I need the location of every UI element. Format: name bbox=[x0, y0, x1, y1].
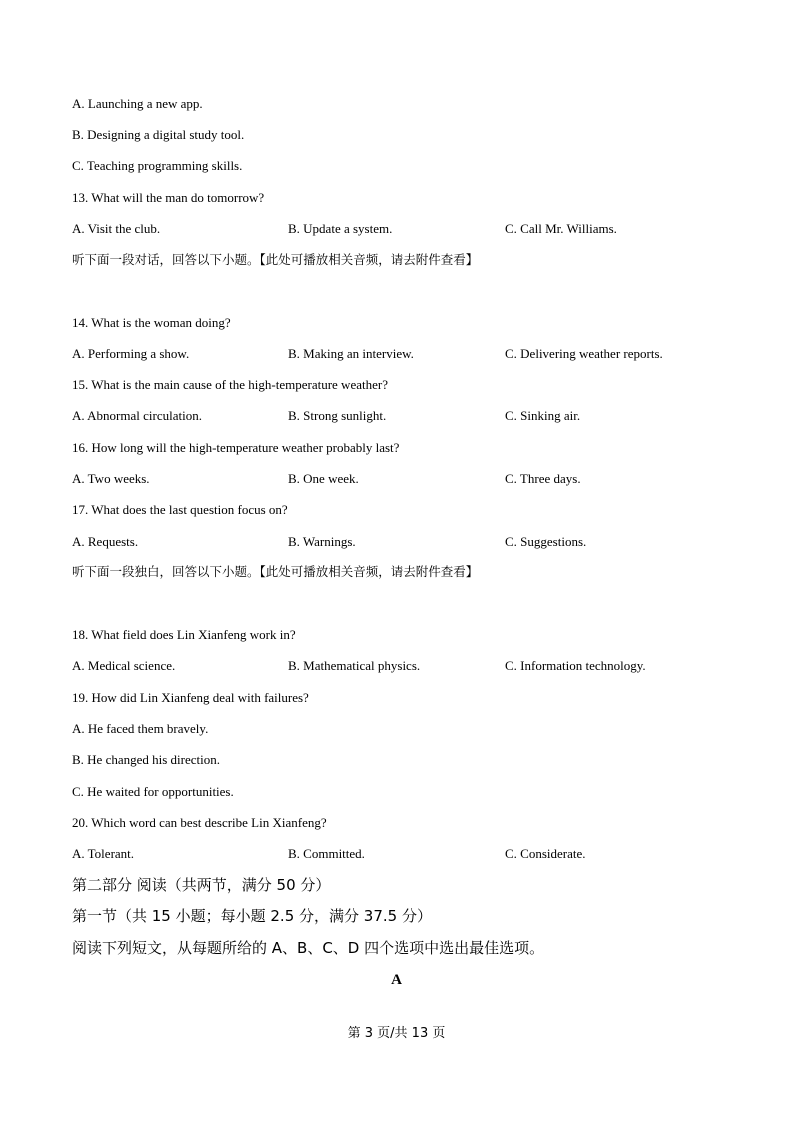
q14-option-a: A. Performing a show. bbox=[72, 346, 190, 361]
q18-option-b: B. Mathematical physics. bbox=[288, 658, 421, 673]
part-two-heading: 第二部分 阅读（共两节，满分 50 分） bbox=[72, 876, 331, 894]
q14-stem: 14. What is the woman doing? bbox=[72, 315, 231, 330]
q20-options bbox=[72, 846, 732, 862]
q17-options bbox=[72, 534, 732, 550]
q16-option-c: C. Three days. bbox=[505, 471, 581, 486]
q18-option-a: A. Medical science. bbox=[72, 658, 176, 673]
q20-option-b: B. Committed. bbox=[288, 846, 365, 861]
q20-option-a: A. Tolerant. bbox=[72, 846, 135, 861]
q18-stem: 18. What field does Lin Xianfeng work in? bbox=[72, 627, 296, 642]
q13-stem: 13. What will the man do tomorrow? bbox=[72, 190, 265, 205]
q12-option-a: A. Launching a new app. bbox=[72, 96, 203, 111]
q16-option-a: A. Two weeks. bbox=[72, 471, 150, 486]
q15-option-b: B. Strong sunlight. bbox=[288, 408, 387, 423]
q20-option-c: C. Considerate. bbox=[505, 846, 586, 861]
q14-option-c: C. Delivering weather reports. bbox=[505, 346, 663, 361]
q17-stem: 17. What does the last question focus on? bbox=[72, 502, 288, 517]
q12-option-c: C. Teaching programming skills. bbox=[72, 158, 243, 173]
q13-options bbox=[72, 221, 732, 237]
q17-option-c: C. Suggestions. bbox=[505, 534, 587, 549]
q15-option-c: C. Sinking air. bbox=[505, 408, 581, 423]
q12-option-b: B. Designing a digital study tool. bbox=[72, 127, 245, 142]
q17-option-a: A. Requests. bbox=[72, 534, 139, 549]
q13-option-a: A. Visit the club. bbox=[72, 221, 161, 236]
q16-options bbox=[72, 471, 732, 487]
reading-instruction: 阅读下列短文，从每题所给的 A、B、C、D 四个选项中选出最佳选项。 bbox=[72, 939, 545, 957]
q20-stem: 20. Which word can best describe Lin Xianfeng? bbox=[72, 815, 327, 830]
q14-options bbox=[72, 346, 732, 362]
q18-options bbox=[72, 658, 732, 674]
q19-option-c: C. He waited for opportunities. bbox=[72, 784, 234, 799]
passage-label: A bbox=[391, 972, 402, 988]
page-footer: 第 3 页/共 13 页 bbox=[347, 1026, 446, 1041]
q19-option-b: B. He changed his direction. bbox=[72, 752, 221, 767]
q15-option-a: A. Abnormal circulation. bbox=[72, 408, 202, 423]
listening-instruction-dialogue: 听下面一段对话，回答以下小题。【此处可播放相关音频，请去附件查看】 bbox=[72, 252, 479, 267]
q17-option-b: B. Warnings. bbox=[288, 534, 356, 549]
q18-option-c: C. Information technology. bbox=[505, 658, 646, 673]
q13-option-c: C. Call Mr. Williams. bbox=[505, 221, 617, 236]
q15-options bbox=[72, 408, 732, 424]
q14-option-b: B. Making an interview. bbox=[288, 346, 414, 361]
section-one-heading: 第一节（共 15 小题；每小题 2.5 分，满分 37.5 分） bbox=[72, 907, 432, 925]
q13-option-b: B. Update a system. bbox=[288, 221, 393, 236]
q19-option-a: A. He faced them bravely. bbox=[72, 721, 209, 736]
q16-stem: 16. How long will the high-temperature weather probably last? bbox=[72, 440, 400, 455]
q19-stem: 19. How did Lin Xianfeng deal with failures? bbox=[72, 690, 309, 705]
q15-stem: 15. What is the main cause of the high-temperature weather? bbox=[72, 377, 388, 392]
listening-instruction-monologue: 听下面一段独白，回答以下小题。【此处可播放相关音频，请去附件查看】 bbox=[72, 564, 479, 579]
q16-option-b: B. One week. bbox=[288, 471, 359, 486]
